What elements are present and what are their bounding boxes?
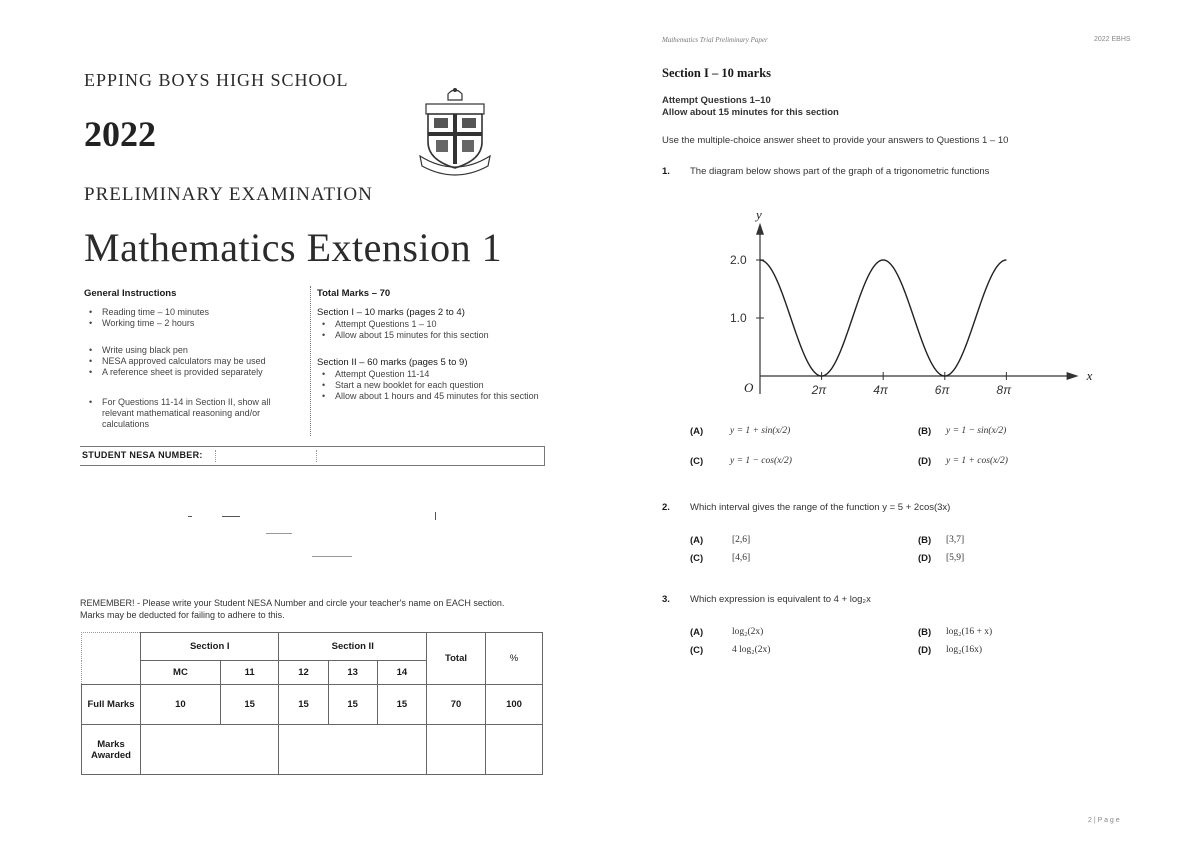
list-item: • Attempt Questions 1 – 10 (319, 319, 549, 330)
list-item: • Attempt Question 11-14 (319, 369, 549, 380)
full-marks-cell: 15 (279, 685, 328, 725)
column-divider (310, 286, 311, 436)
column-mc: MC (141, 661, 221, 685)
column-12: 12 (279, 661, 328, 685)
y-tick-label: 1.0 (730, 311, 747, 325)
subject-title: Mathematics Extension 1 (84, 225, 503, 270)
option-text[interactable]: log₂(2x) (732, 627, 764, 637)
series-line (760, 260, 1006, 376)
question-text: The diagram below shows part of the graph of a trigonometric functions (690, 166, 990, 177)
scan-mark (312, 556, 352, 557)
awarded-cell[interactable] (427, 725, 486, 775)
section1-summary-heading: Section I – 10 marks (pages 2 to 4) (317, 307, 465, 318)
list-item: • For Questions 11-14 in Section II, show all relevant mathematical reasoning and/or calculations (86, 397, 296, 430)
total-header: Total (427, 633, 486, 685)
list-item: • Allow about 15 minutes for this section (319, 330, 549, 341)
section2-summary-heading: Section II – 60 marks (pages 5 to 9) (317, 357, 468, 368)
school-crest-icon (418, 86, 492, 176)
option-text[interactable]: log₂(16x) (946, 645, 983, 655)
column-14: 14 (377, 661, 426, 685)
list-item: • Reading time – 10 minutes (86, 307, 296, 318)
allow-line: Allow about 15 minutes for this section (662, 107, 839, 118)
x-tick-label: 6π (934, 383, 950, 397)
total-marks-title: Total Marks – 70 (317, 288, 391, 299)
question-number: 1. (662, 166, 670, 177)
full-marks-cell: 15 (220, 685, 279, 725)
full-marks-cell: 10 (141, 685, 221, 725)
option-label[interactable]: (A) (690, 535, 704, 546)
option-text[interactable]: y = 1 + sin(x/2) (730, 426, 791, 436)
attempt-line: Attempt Questions 1–10 (662, 95, 771, 106)
option-text[interactable]: [5,9] (946, 553, 965, 563)
scan-mark (222, 516, 240, 517)
scan-mark (188, 516, 192, 517)
nesa-number-label: STUDENT NESA NUMBER: (82, 450, 203, 460)
reasoning-list (86, 397, 296, 430)
scan-mark (266, 533, 292, 534)
running-year: 2022 EBHS (1094, 36, 1131, 43)
general-instructions-title: General Instructions (84, 288, 177, 299)
question-text: Which expression is equivalent to 4 + log₂x (690, 594, 871, 605)
full-marks-cell: 15 (328, 685, 377, 725)
list-item: • Write using black pen (86, 345, 296, 356)
column-13: 13 (328, 661, 377, 685)
exam-year: 2022 (84, 114, 156, 154)
equipment-list (86, 345, 296, 378)
full-marks-cell: 70 (427, 685, 486, 725)
option-label[interactable]: (A) (690, 627, 704, 638)
section2-summary-list (319, 369, 549, 402)
marks-table (81, 632, 543, 775)
remember-note: REMEMBER! - Please write your Student NESA Number and circle your teacher's name on EACH section. Marks may be deducted for failing to adhere to this. (80, 598, 505, 620)
option-text[interactable]: [2,6] (732, 535, 751, 545)
option-text[interactable]: log₂(16 + x) (946, 627, 993, 637)
option-label[interactable]: (C) (690, 553, 704, 564)
list-item: • A reference sheet is provided separately (86, 367, 296, 378)
option-label[interactable]: (B) (918, 627, 932, 638)
question-number: 3. (662, 594, 670, 605)
option-label[interactable]: (A) (690, 426, 704, 437)
x-tick-label: 2π (811, 383, 827, 397)
school-name: EPPING BOYS HIGH SCHOOL (84, 70, 349, 90)
x-tick-label: 8π (996, 383, 1012, 397)
option-text[interactable]: [3,7] (946, 535, 965, 545)
marks-awarded-label: Marks Awarded (82, 725, 141, 775)
option-text[interactable]: y = 1 + cos(x/2) (946, 456, 1008, 466)
option-label[interactable]: (B) (918, 535, 932, 546)
list-item: • Allow about 1 hours and 45 minutes for this section (319, 391, 549, 402)
awarded-cell[interactable] (486, 725, 543, 775)
section2-header: Section II (279, 633, 427, 661)
full-marks-cell: 15 (377, 685, 426, 725)
answer-sheet-instruction: Use the multiple-choice answer sheet to provide your answers to Questions 1 – 10 (662, 135, 1009, 146)
option-label[interactable]: (C) (690, 645, 704, 656)
nesa-number-field[interactable] (215, 450, 317, 462)
question-number: 2. (662, 502, 670, 513)
awarded-cell[interactable] (279, 725, 427, 775)
option-label[interactable]: (D) (918, 456, 932, 467)
list-item: • Start a new booklet for each question (319, 380, 549, 391)
percent-header: % (486, 633, 543, 685)
option-label[interactable]: (D) (918, 645, 932, 656)
exam-type: PRELIMINARY EXAMINATION (84, 184, 373, 205)
full-marks-label: Full Marks (82, 685, 141, 725)
option-label[interactable]: (D) (918, 553, 932, 564)
list-item: • NESA approved calculators may be used (86, 356, 296, 367)
option-label[interactable]: (B) (918, 426, 932, 437)
x-tick-label: 4π (873, 383, 888, 397)
y-tick-label: 2.0 (730, 253, 747, 267)
question-text: Which interval gives the range of the function y = 5 + 2cos(3x) (690, 502, 951, 513)
option-text[interactable]: 4 log₂(2x) (732, 645, 771, 655)
times-list (86, 307, 296, 329)
awarded-cell[interactable] (141, 725, 279, 775)
x-axis-label: x (1086, 368, 1093, 383)
scan-mark (435, 512, 436, 520)
list-item: • Working time – 2 hours (86, 318, 296, 329)
option-text[interactable]: y = 1 − sin(x/2) (946, 426, 1007, 436)
section1-header: Section I (141, 633, 279, 661)
full-marks-cell: 100 (486, 685, 543, 725)
section-title: Section I – 10 marks (662, 66, 772, 80)
origin-label: O (744, 380, 754, 395)
running-header: Mathematics Trial Preliminary Paper (662, 36, 768, 44)
option-text[interactable]: [4,6] (732, 553, 751, 563)
option-label[interactable]: (C) (690, 456, 704, 467)
option-text[interactable]: y = 1 − cos(x/2) (730, 456, 792, 466)
page-number: 2 | P a g e (1088, 817, 1120, 824)
y-axis-arrow (756, 223, 764, 235)
y-axis-label: y (756, 206, 762, 222)
trig-graph (720, 180, 1100, 410)
column-11: 11 (220, 661, 279, 685)
section1-summary-list (319, 319, 549, 341)
x-axis-arrow (1067, 372, 1079, 380)
